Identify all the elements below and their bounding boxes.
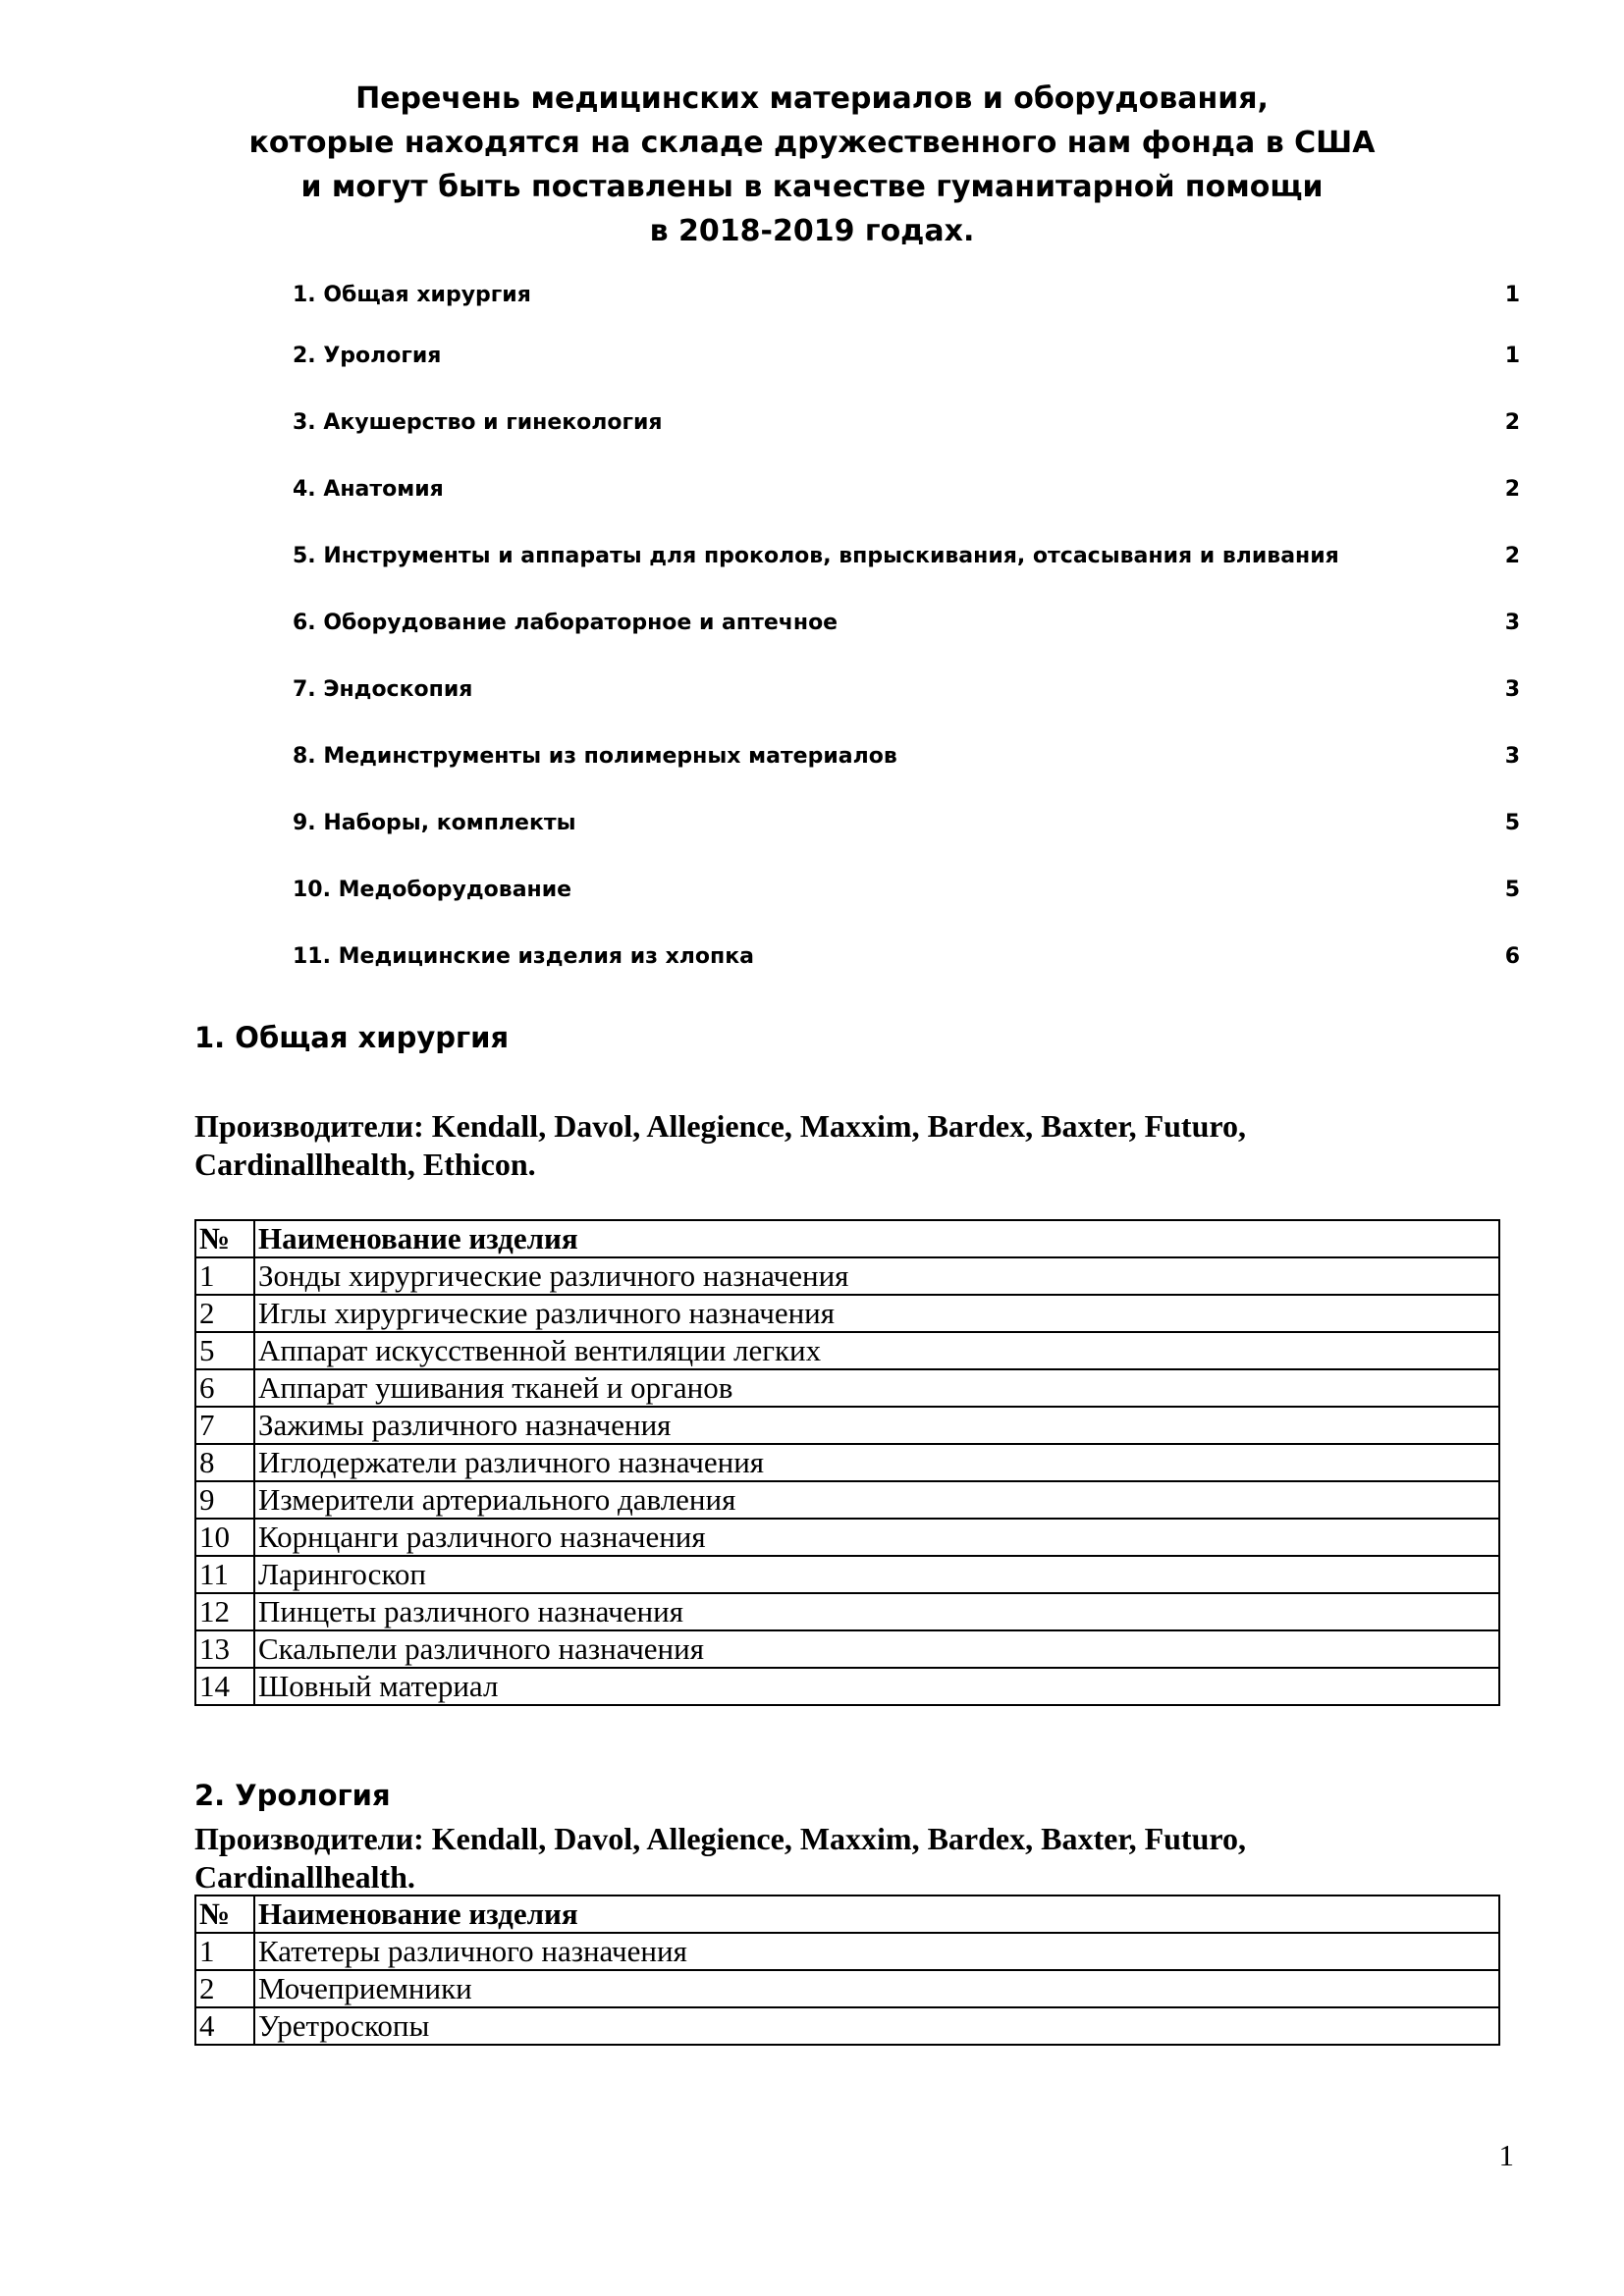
table-row [195,1970,1499,2007]
table-row [195,1519,1499,1556]
table-row [195,1295,1499,1332]
item-name: Ларингоскоп [254,1556,1499,1593]
item-number: 5 [195,1332,254,1369]
table-row [195,1593,1499,1630]
table-row [195,1630,1499,1668]
table-header-row [195,1896,1499,1933]
table-row [195,1369,1499,1407]
toc-entry-page: 5 [1504,810,1520,835]
item-name: Иглы хирургические различного назначения [254,1295,1499,1332]
toc-entry-page: 1 [1504,283,1520,307]
manufacturers-line: Cardinallhealth, Ethicon. [194,1147,536,1182]
item-number: 8 [195,1444,254,1481]
toc-entry-page: 2 [1504,409,1520,435]
item-name: Скальпели различного назначения [254,1630,1499,1668]
item-number: 13 [195,1630,254,1668]
item-name: Катетеры различного назначения [254,1933,1499,1970]
item-name: Зонды хирургические различного назначения [254,1257,1499,1295]
toc-entry-page: 3 [1504,676,1520,702]
table-row [195,1933,1499,1970]
item-name: Измерители артериального давления [254,1481,1499,1519]
item-number: 1 [195,1933,254,1970]
document-title [0,77,1624,253]
item-name: Шовный материал [254,1668,1499,1705]
table-row [195,1444,1499,1481]
table-row [195,1257,1499,1295]
toc-entry-page: 2 [1504,476,1520,502]
toc-entry-page: 3 [1504,610,1520,635]
item-name: Уретроскопы [254,2007,1499,2045]
manufacturers-line: Cardinallhealth. [194,1859,415,1895]
toc-entry [293,322,1520,389]
item-number: 14 [195,1668,254,1705]
title-line: в 2018-2019 годах. [649,214,975,248]
table-row [195,1668,1499,1705]
toc-entry-label: 8. Мединструменты из полимерных материалов [293,743,897,769]
item-number: 12 [195,1593,254,1630]
title-line: которые находятся на складе дружественного нам фонда в США [248,126,1376,160]
toc-entry-label: 7. Эндоскопия [293,676,473,702]
item-number: 2 [195,1295,254,1332]
page-number: 1 [1498,2138,1514,2172]
toc-entry-label: 11. Медицинские изделия из хлопка [293,943,754,969]
toc-entry-label: 2. Урология [293,343,442,368]
table-header-row [195,1220,1499,1257]
toc-entry [293,283,1520,322]
manufacturers-line: Производители: Kendall, Davol, Allegience, Maxxim, Bardex, Baxter, Futuro, [194,1821,1246,1856]
item-name: Иглодержатели различного назначения [254,1444,1499,1481]
item-name: Корнцанги различного назначения [254,1519,1499,1556]
item-name: Аппарат искусственной вентиляции легких [254,1332,1499,1369]
item-name: Пинцеты различного назначения [254,1593,1499,1630]
item-name: Мочеприемники [254,1970,1499,2007]
toc-entry-page: 2 [1504,543,1520,568]
column-header-number: № [195,1220,254,1257]
item-name: Аппарат ушивания тканей и органов [254,1369,1499,1407]
toc-entry-label: 9. Наборы, комплекты [293,810,576,835]
toc-entry [293,856,1520,923]
item-number: 4 [195,2007,254,2045]
toc-entry [293,923,1520,989]
toc-entry [293,722,1520,789]
toc-entry-label: 10. Медоборудование [293,877,572,902]
items-table-urology [194,1895,1500,2046]
column-header-number: № [195,1896,254,1933]
table-row [195,1407,1499,1444]
item-number: 11 [195,1556,254,1593]
manufacturers-line: Производители: Kendall, Davol, Allegience, Maxxim, Bardex, Baxter, Futuro, [194,1108,1246,1144]
table-row [195,1556,1499,1593]
manufacturers-general-surgery [194,1107,1500,1184]
manufacturers-urology [194,1820,1500,1896]
toc-entry-label: 6. Оборудование лабораторное и аптечное [293,610,839,635]
toc-entry-page: 3 [1504,743,1520,769]
item-number: 6 [195,1369,254,1407]
toc-entry-label: 4. Анатомия [293,476,444,502]
table-row [195,1481,1499,1519]
title-line: Перечень медицинских материалов и оборудования, [355,81,1269,116]
item-number: 1 [195,1257,254,1295]
table-row [195,1332,1499,1369]
toc-entry [293,455,1520,522]
toc-entry-label: 1. Общая хирургия [293,283,531,307]
toc-entry-page: 5 [1504,877,1520,902]
toc-entry-page: 6 [1504,943,1520,969]
item-number: 7 [195,1407,254,1444]
item-name: Зажимы различного назначения [254,1407,1499,1444]
item-number: 10 [195,1519,254,1556]
toc-entry-page: 1 [1504,343,1520,368]
toc-entry [293,656,1520,722]
column-header-name: Наименование изделия [254,1220,1499,1257]
section-heading-urology: 2. Урология [194,1779,391,1812]
table-of-contents [293,283,1520,989]
toc-entry-label: 3. Акушерство и гинекология [293,409,663,435]
column-header-name: Наименование изделия [254,1896,1499,1933]
toc-entry [293,389,1520,455]
toc-entry [293,522,1520,589]
toc-entry [293,789,1520,856]
toc-entry [293,589,1520,656]
item-number: 2 [195,1970,254,2007]
toc-entry-label: 5. Инструменты и аппараты для проколов, впрыскивания, отсасывания и вливания [293,543,1339,568]
title-line: и могут быть поставлены в качестве гуманитарной помощи [300,170,1324,204]
item-number: 9 [195,1481,254,1519]
items-table-general-surgery [194,1219,1500,1706]
table-row [195,2007,1499,2045]
section-heading-general-surgery: 1. Общая хирургия [194,1021,510,1054]
